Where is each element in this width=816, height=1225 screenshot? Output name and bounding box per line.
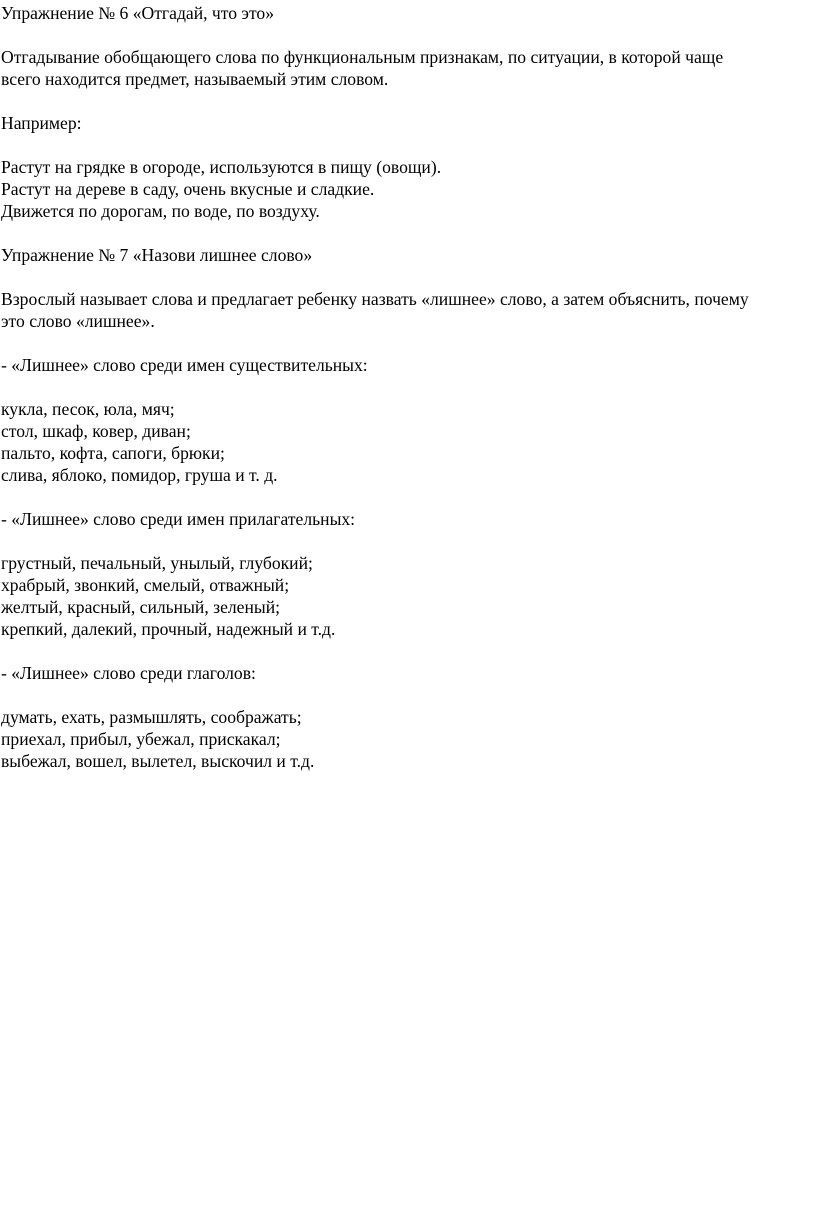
- list-item: слива, яблоко, помидор, груша и т. д.: [1, 465, 278, 485]
- exercise-6-description: [1, 46, 801, 90]
- list-item: храбрый, звонкий, смелый, отважный;: [1, 575, 290, 595]
- exercise-6-description-line: Отгадывание обобщающего слова по функциональным признакам, по ситуации, в которой чаще: [1, 47, 724, 67]
- document-body: [1, 2, 801, 794]
- adjectives-heading-text: - «Лишнее» слово среди имен прилагательных:: [1, 509, 356, 529]
- exercise-7-title: [1, 244, 801, 266]
- example-item: Растут на грядке в огороде, используются в пищу (овощи).: [1, 157, 442, 177]
- exercise-6-example-label: [1, 112, 801, 134]
- example-item: Движется по дорогам, по воде, по воздуху.: [1, 201, 320, 221]
- exercise-7-description: [1, 288, 801, 332]
- example-item: Растут на дереве в саду, очень вкусные и сладкие.: [1, 179, 375, 199]
- example-label-text: Например:: [1, 113, 82, 133]
- list-item: грустный, печальный, унылый, глубокий;: [1, 553, 313, 573]
- verbs-heading-text: - «Лишнее» слово среди глаголов:: [1, 663, 256, 683]
- exercise-6-title: [1, 2, 801, 24]
- verbs-list: [1, 706, 801, 772]
- list-item: крепкий, далекий, прочный, надежный и т.д.: [1, 619, 336, 639]
- nouns-list: [1, 398, 801, 486]
- exercise-6-examples: [1, 156, 801, 222]
- exercise-6-title-text: Упражнение № 6 «Отгадай, что это»: [1, 3, 275, 23]
- list-item: приехал, прибыл, убежал, прискакал;: [1, 729, 281, 749]
- nouns-heading: [1, 354, 801, 376]
- adjectives-list: [1, 552, 801, 640]
- adjectives-heading: [1, 508, 801, 530]
- nouns-heading-text: - «Лишнее» слово среди имен существительных:: [1, 355, 368, 375]
- exercise-6-description-line: всего находится предмет, называемый этим словом.: [1, 69, 389, 89]
- list-item: думать, ехать, размышлять, соображать;: [1, 707, 302, 727]
- list-item: стол, шкаф, ковер, диван;: [1, 421, 191, 441]
- list-item: кукла, песок, юла, мяч;: [1, 399, 175, 419]
- exercise-7-description-line: это слово «лишнее».: [1, 311, 155, 331]
- verbs-heading: [1, 662, 801, 684]
- list-item: желтый, красный, сильный, зеленый;: [1, 597, 281, 617]
- exercise-7-description-line: Взрослый называет слова и предлагает ребенку назвать «лишнее» слово, а затем объяснить, почему: [1, 289, 749, 309]
- list-item: выбежал, вошел, вылетел, выскочил и т.д.: [1, 751, 315, 771]
- list-item: пальто, кофта, сапоги, брюки;: [1, 443, 225, 463]
- exercise-7-title-text: Упражнение № 7 «Назови лишнее слово»: [1, 245, 313, 265]
